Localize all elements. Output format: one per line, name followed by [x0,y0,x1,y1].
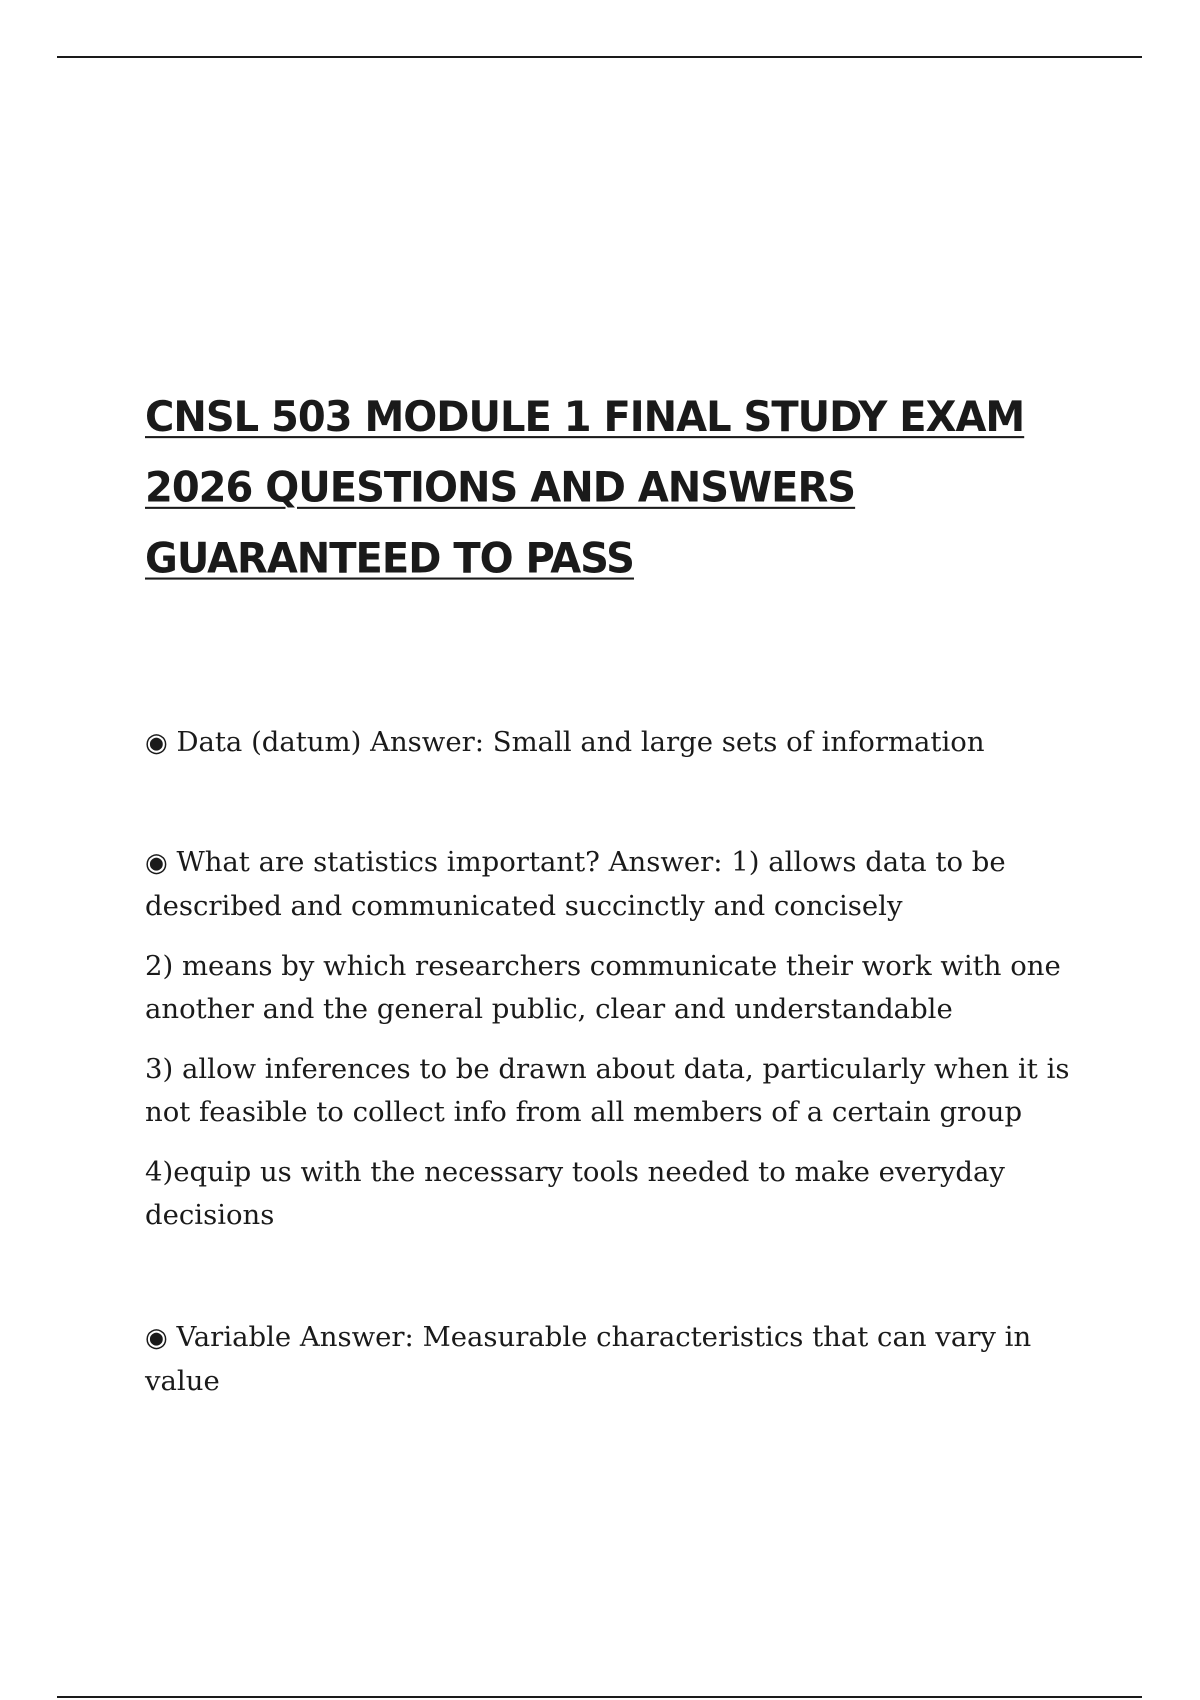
document-title: CNSL 503 MODULE 1 FINAL STUDY EXAM 2026 QUESTIONS AND ANSWERS GUARANTEED TO PASS [145,393,1025,583]
qa-item-variable [145,1316,1075,1403]
qa-item-line [145,1316,1075,1403]
qa-answer-point-2: 2) means by which researchers communicate their work with one another and the general public, clear and understandable [145,950,1061,1025]
top-rule [57,56,1142,58]
qa-item-line [145,841,1075,928]
radio-bullet-icon: ◉ [145,1323,168,1353]
radio-bullet-icon: ◉ [145,848,168,878]
qa-answer-point-3: 3) allow inferences to be drawn about data, particularly when it is not feasible to collect info from all members of a certain group [145,1053,1070,1128]
radio-bullet-icon: ◉ [145,728,168,758]
qa-item-text: Variable Answer: Measurable characteristics that can vary in value [145,1321,1032,1397]
qa-item-data [145,721,1075,765]
qa-item-text: What are statistics important? Answer: 1) allows data to be described and communicated succinctly and concisely [145,846,1006,922]
qa-item-text: Data (datum) Answer: Small and large sets of information [176,726,985,758]
qa-item-statistics [145,841,1075,1237]
bottom-rule [57,1696,1142,1698]
qa-item-line [145,721,1075,765]
qa-answer-point-4: 4)equip us with the necessary tools needed to make everyday decisions [145,1156,1005,1231]
